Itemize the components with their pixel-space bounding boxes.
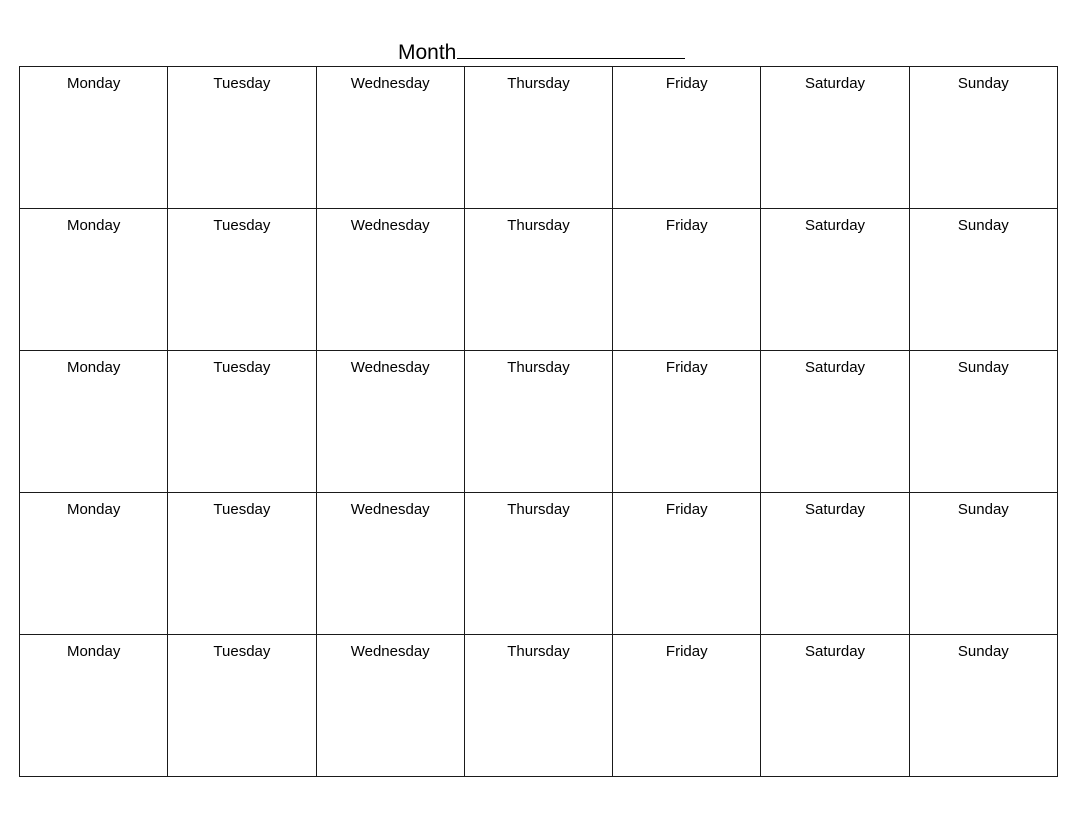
day-label: Friday <box>665 359 708 376</box>
day-cell-monday[interactable] <box>20 351 168 493</box>
day-cell-tuesday[interactable] <box>168 351 316 493</box>
day-label: Friday <box>665 75 708 92</box>
day-cell-thursday[interactable] <box>464 67 612 209</box>
day-label: Thursday <box>507 75 570 92</box>
day-label: Sunday <box>957 75 1009 92</box>
day-label: Friday <box>665 643 708 660</box>
day-cell-saturday[interactable] <box>761 635 909 777</box>
day-cell-sunday[interactable] <box>909 635 1057 777</box>
day-label: Sunday <box>957 217 1009 234</box>
week-row <box>20 209 1058 351</box>
day-cell-wednesday[interactable] <box>316 351 464 493</box>
month-blank-line[interactable] <box>457 38 685 59</box>
day-cell-wednesday[interactable] <box>316 67 464 209</box>
day-cell-tuesday[interactable] <box>168 635 316 777</box>
day-cell-monday[interactable] <box>20 67 168 209</box>
day-label: Thursday <box>507 501 570 518</box>
day-label: Saturday <box>805 359 866 376</box>
day-label: Thursday <box>507 643 570 660</box>
day-label: Wednesday <box>350 75 430 92</box>
day-label: Wednesday <box>350 643 430 660</box>
day-label: Thursday <box>507 217 570 234</box>
day-label: Saturday <box>805 75 866 92</box>
day-label: Saturday <box>805 643 866 660</box>
day-label: Saturday <box>805 217 866 234</box>
day-label: Friday <box>665 501 708 518</box>
day-cell-friday[interactable] <box>613 209 761 351</box>
day-label: Wednesday <box>350 501 430 518</box>
day-label: Thursday <box>507 359 570 376</box>
day-label: Friday <box>665 217 708 234</box>
day-label: Tuesday <box>213 643 271 660</box>
day-cell-sunday[interactable] <box>909 67 1057 209</box>
month-label: Month <box>398 41 457 64</box>
day-cell-friday[interactable] <box>613 67 761 209</box>
day-cell-saturday[interactable] <box>761 67 909 209</box>
day-cell-monday[interactable] <box>20 209 168 351</box>
day-cell-wednesday[interactable] <box>316 493 464 635</box>
day-cell-friday[interactable] <box>613 493 761 635</box>
day-cell-thursday[interactable] <box>464 351 612 493</box>
day-label: Wednesday <box>350 217 430 234</box>
day-cell-friday[interactable] <box>613 635 761 777</box>
day-label: Sunday <box>957 359 1009 376</box>
day-cell-friday[interactable] <box>613 351 761 493</box>
week-row <box>20 493 1058 635</box>
day-cell-wednesday[interactable] <box>316 635 464 777</box>
day-label: Sunday <box>957 501 1009 518</box>
day-cell-thursday[interactable] <box>464 209 612 351</box>
calendar-grid <box>19 66 1058 777</box>
day-label: Monday <box>66 359 121 376</box>
week-row <box>20 67 1058 209</box>
day-cell-tuesday[interactable] <box>168 493 316 635</box>
day-label: Tuesday <box>213 75 271 92</box>
day-label: Saturday <box>805 501 866 518</box>
day-cell-thursday[interactable] <box>464 493 612 635</box>
day-label: Tuesday <box>213 501 271 518</box>
day-cell-monday[interactable] <box>20 635 168 777</box>
day-cell-saturday[interactable] <box>761 209 909 351</box>
day-label: Tuesday <box>213 217 271 234</box>
day-cell-saturday[interactable] <box>761 351 909 493</box>
day-cell-monday[interactable] <box>20 493 168 635</box>
day-label: Monday <box>66 75 121 92</box>
day-cell-tuesday[interactable] <box>168 209 316 351</box>
day-cell-wednesday[interactable] <box>316 209 464 351</box>
week-row <box>20 351 1058 493</box>
page-title <box>398 38 685 66</box>
day-label: Sunday <box>957 643 1009 660</box>
day-label: Monday <box>66 217 121 234</box>
day-cell-thursday[interactable] <box>464 635 612 777</box>
day-cell-sunday[interactable] <box>909 493 1057 635</box>
day-cell-sunday[interactable] <box>909 209 1057 351</box>
day-cell-saturday[interactable] <box>761 493 909 635</box>
day-cell-tuesday[interactable] <box>168 67 316 209</box>
week-row <box>20 635 1058 777</box>
day-label: Monday <box>66 643 121 660</box>
day-label: Tuesday <box>213 359 271 376</box>
day-cell-sunday[interactable] <box>909 351 1057 493</box>
day-label: Wednesday <box>350 359 430 376</box>
day-label: Monday <box>66 501 121 518</box>
